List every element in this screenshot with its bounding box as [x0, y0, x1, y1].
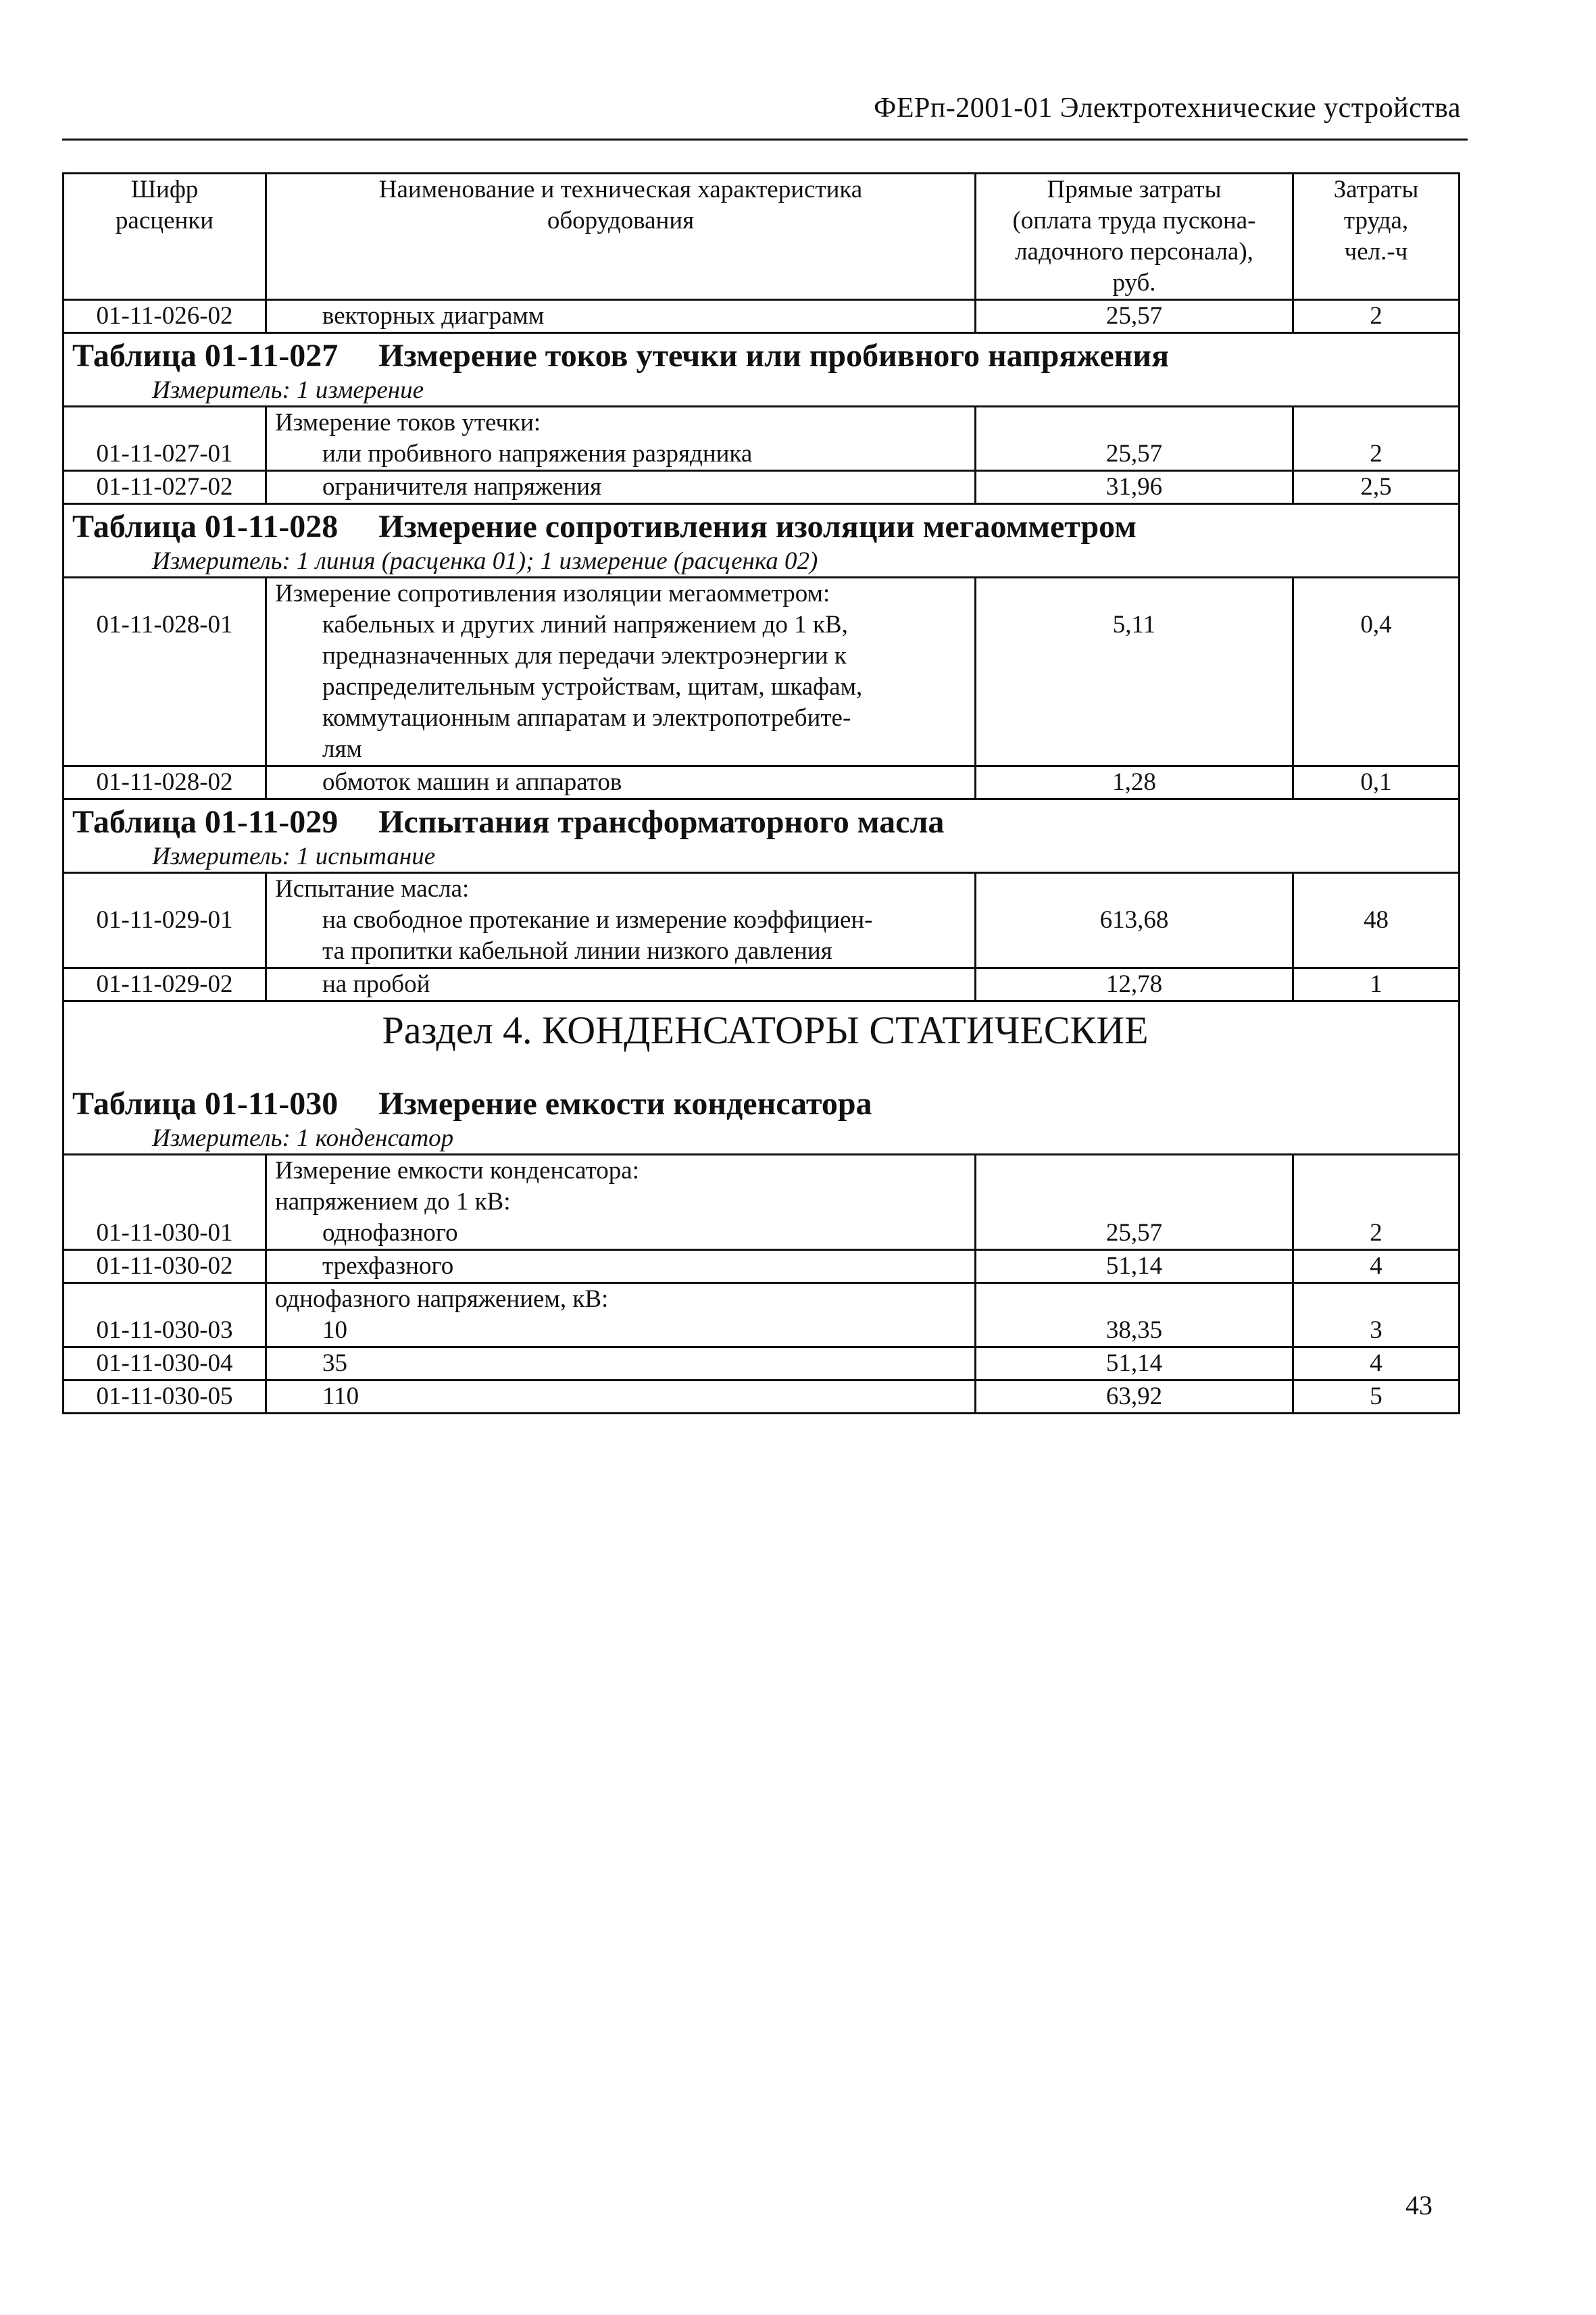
row-name: на свободное протекание и измерение коэффициен- та пропитки кабельной линии низкого давления: [322, 906, 873, 965]
row-cost: 12,78: [976, 968, 1293, 1001]
table-row: [64, 300, 1460, 333]
table-row: [64, 873, 1460, 968]
row-labor: 0,4: [1293, 578, 1460, 766]
row-labor: 5: [1293, 1380, 1460, 1414]
row-name: ограничителя напряжения: [266, 471, 976, 504]
row-cost: 25,57: [976, 300, 1293, 333]
meter-028: Измеритель: 1 линия (расценка 01); 1 измерение (расценка 02): [152, 547, 818, 575]
row-name: трехфазного: [266, 1250, 976, 1283]
meter-027: Измеритель: 1 измерение: [152, 376, 424, 404]
table-title-030: Таблица 01-11-030 Измерение емкости конденсатора: [72, 1086, 872, 1122]
row-code: 01-11-030-05: [64, 1380, 266, 1414]
table-row: [64, 471, 1460, 504]
meter-030: Измеритель: 1 конденсатор: [152, 1124, 454, 1152]
table-row: [64, 1347, 1460, 1380]
row-code: 01-11-028-01: [64, 578, 266, 766]
row-labor: 2,5: [1293, 471, 1460, 504]
col-header-labor: Затраты труда, чел.-ч: [1293, 174, 1460, 300]
row-cost: 25,57: [976, 407, 1293, 471]
row-code: 01-11-028-02: [64, 766, 266, 799]
table-heading-027: [64, 333, 1460, 407]
section-title: Раздел 4. КОНДЕНСАТОРЫ СТАТИЧЕСКИЕ: [382, 1008, 1149, 1052]
col-header-name: Наименование и техническая характеристика оборудования: [266, 174, 976, 300]
column-header-row: [64, 174, 1460, 300]
row-name: обмоток машин и аппаратов: [266, 766, 976, 799]
row-cost: 5,11: [976, 578, 1293, 766]
row-code: 01-11-027-02: [64, 471, 266, 504]
row-name: на пробой: [266, 968, 976, 1001]
row-labor: 2: [1293, 407, 1460, 471]
row-name: векторных диаграмм: [266, 300, 976, 333]
group-label: Измерение токов утечки:: [275, 409, 541, 437]
row-code: 01-11-030-04: [64, 1347, 266, 1380]
row-code: 01-11-029-02: [64, 968, 266, 1001]
table-title-027: Таблица 01-11-027 Измерение токов утечки или пробивного напряжения: [72, 338, 1170, 374]
section-heading: [64, 1001, 1460, 1155]
row-cost: 51,14: [976, 1347, 1293, 1380]
row-code: 01-11-027-01: [64, 407, 266, 471]
row-labor: 4: [1293, 1347, 1460, 1380]
table-heading-028: [64, 504, 1460, 578]
row-cost: 25,57: [976, 1155, 1293, 1250]
row-labor: 2: [1293, 1155, 1460, 1250]
row-labor: 0,1: [1293, 766, 1460, 799]
table-row: [64, 1155, 1460, 1250]
group-label: Испытание масла:: [275, 875, 470, 903]
row-cost: 1,28: [976, 766, 1293, 799]
meter-029: Измеритель: 1 испытание: [152, 843, 436, 870]
table-title-028: Таблица 01-11-028 Измерение сопротивления изоляции мегаомметром: [72, 509, 1137, 545]
row-labor: 48: [1293, 873, 1460, 968]
row-code: 01-11-029-01: [64, 873, 266, 968]
table-row: [64, 766, 1460, 799]
table-row: [64, 1380, 1460, 1414]
row-cost: 31,96: [976, 471, 1293, 504]
rates-table: [62, 172, 1460, 1414]
running-header: ФЕРп-2001-01 Электротехнические устройства: [874, 93, 1461, 124]
table-row: [64, 1283, 1460, 1347]
row-cost: 613,68: [976, 873, 1293, 968]
col-header-cost: Прямые затраты (оплата труда пускона- ладочного персонала), руб.: [976, 174, 1293, 300]
row-name: 35: [266, 1347, 976, 1380]
row-code: 01-11-030-01: [64, 1155, 266, 1250]
row-name: однофазного: [322, 1219, 458, 1247]
group-label: однофазного напряжением, кВ:: [275, 1285, 609, 1313]
col-header-code: Шифр расценки: [64, 174, 266, 300]
row-labor: 3: [1293, 1283, 1460, 1347]
row-cost: 51,14: [976, 1250, 1293, 1283]
row-labor: 1: [1293, 968, 1460, 1001]
row-name: 110: [266, 1380, 976, 1414]
row-code: 01-11-030-02: [64, 1250, 266, 1283]
row-code: 01-11-030-03: [64, 1283, 266, 1347]
page-number: 43: [1405, 2190, 1432, 2220]
table-row: [64, 578, 1460, 766]
row-cost: 63,92: [976, 1380, 1293, 1414]
row-name: кабельных и других линий напряжением до 1 кВ, предназначенных для передачи электроэнергии к распределительным устройствам, щитам, шкафам, коммутационным аппаратам и электропотребите- лям: [322, 611, 863, 763]
table-row: [64, 407, 1460, 471]
table-row: [64, 1250, 1460, 1283]
row-cost: 38,35: [976, 1283, 1293, 1347]
table-row: [64, 968, 1460, 1001]
row-name: или пробивного напряжения разрядника: [322, 440, 753, 468]
table-title-029: Таблица 01-11-029 Испытания трансформаторного масла: [72, 804, 945, 840]
row-name: 10: [322, 1316, 347, 1344]
group-label: Измерение емкости конденсатора: напряжением до 1 кВ:: [275, 1157, 640, 1216]
group-label: Измерение сопротивления изоляции мегаомметром:: [275, 580, 830, 607]
table-heading-029: [64, 799, 1460, 873]
row-labor: 4: [1293, 1250, 1460, 1283]
row-labor: 2: [1293, 300, 1460, 333]
header-rule: [62, 139, 1468, 141]
row-code: 01-11-026-02: [64, 300, 266, 333]
